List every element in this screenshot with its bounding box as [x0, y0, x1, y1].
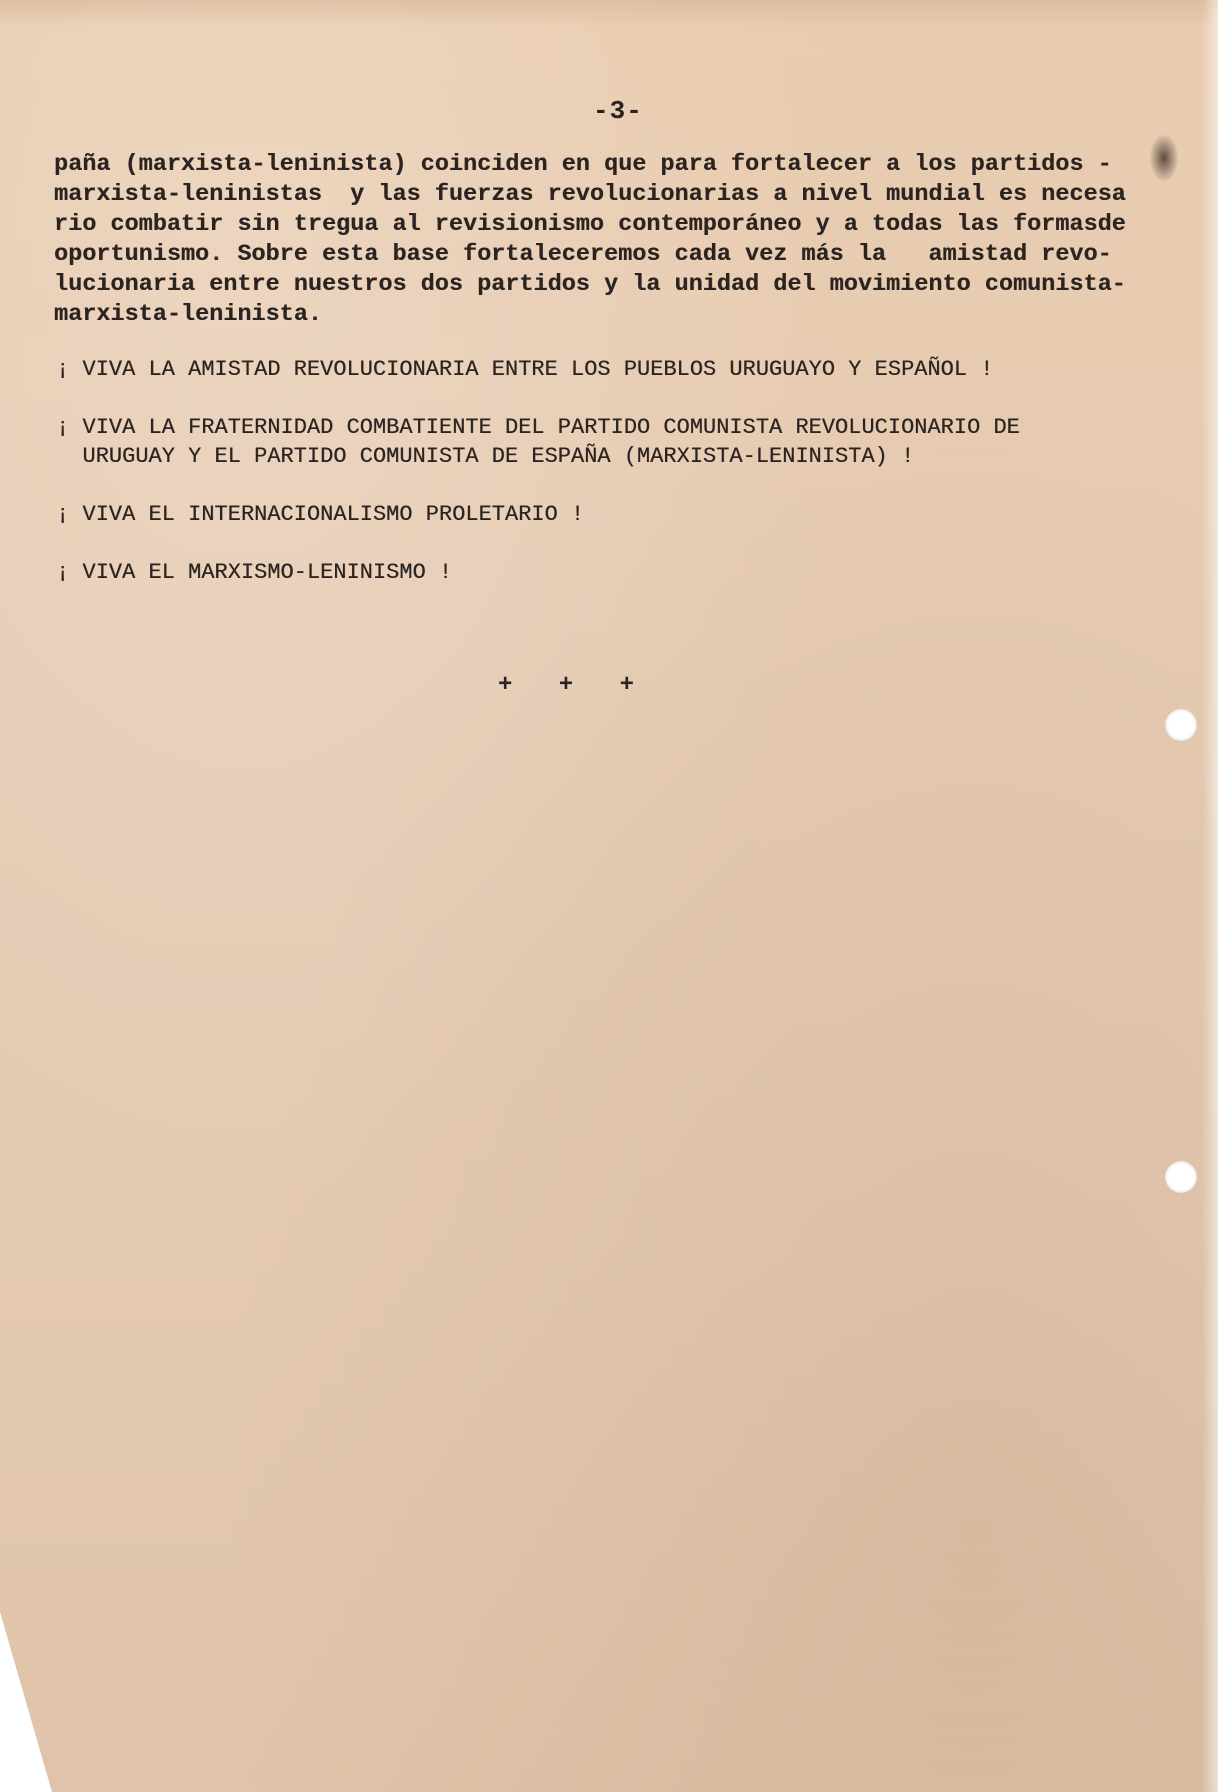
body-line: rio combatir sin tregua al revisionismo contemporáneo y a todas las formasde [54, 211, 1126, 238]
slogan-marxismo [56, 558, 1166, 587]
slogan-line: ¡ VIVA LA AMISTAD REVOLUCIONARIA ENTRE LOS PUEBLOS URUGUAYO Y ESPAÑOL ! [56, 357, 994, 382]
body-paragraph [54, 150, 1174, 330]
body-line: marxista-leninistas y las fuerzas revolucionarias a nivel mundial es necesa [54, 181, 1126, 208]
torn-corner [0, 1612, 52, 1792]
slogan-fraternidad [56, 413, 1166, 471]
body-line: marxista-leninista. [54, 301, 322, 328]
body-line: lucionaria entre nuestros dos partidos y la unidad del movimiento comunista- [54, 271, 1126, 298]
slogan-line: ¡ VIVA LA FRATERNIDAD COMBATIENTE DEL PARTIDO COMUNISTA REVOLUCIONARIO DE [56, 415, 1020, 440]
body-line: paña (marxista-leninista) coinciden en que para fortalecer a los partidos - [54, 151, 1112, 178]
page-number: -3- [593, 96, 643, 126]
slogan-line: ¡ VIVA EL INTERNACIONALISMO PROLETARIO ! [56, 502, 585, 527]
punch-hole [1165, 709, 1197, 741]
page-right-edge [1202, 0, 1218, 1792]
slogan-line: URUGUAY Y EL PARTIDO COMUNISTA DE ESPAÑA (MARXISTA-LENINISTA) ! [56, 444, 915, 469]
section-separator: + + + [498, 672, 651, 699]
punch-hole [1165, 1161, 1197, 1193]
page-top-shade [0, 0, 1218, 28]
slogan-internacionalismo [56, 500, 1166, 529]
slogan-line: ¡ VIVA EL MARXISMO-LENINISMO ! [56, 560, 453, 585]
slogan-amistad [56, 355, 1166, 384]
body-line: oportunismo. Sobre esta base fortaleceremos cada vez más la amistad revo- [54, 241, 1112, 268]
